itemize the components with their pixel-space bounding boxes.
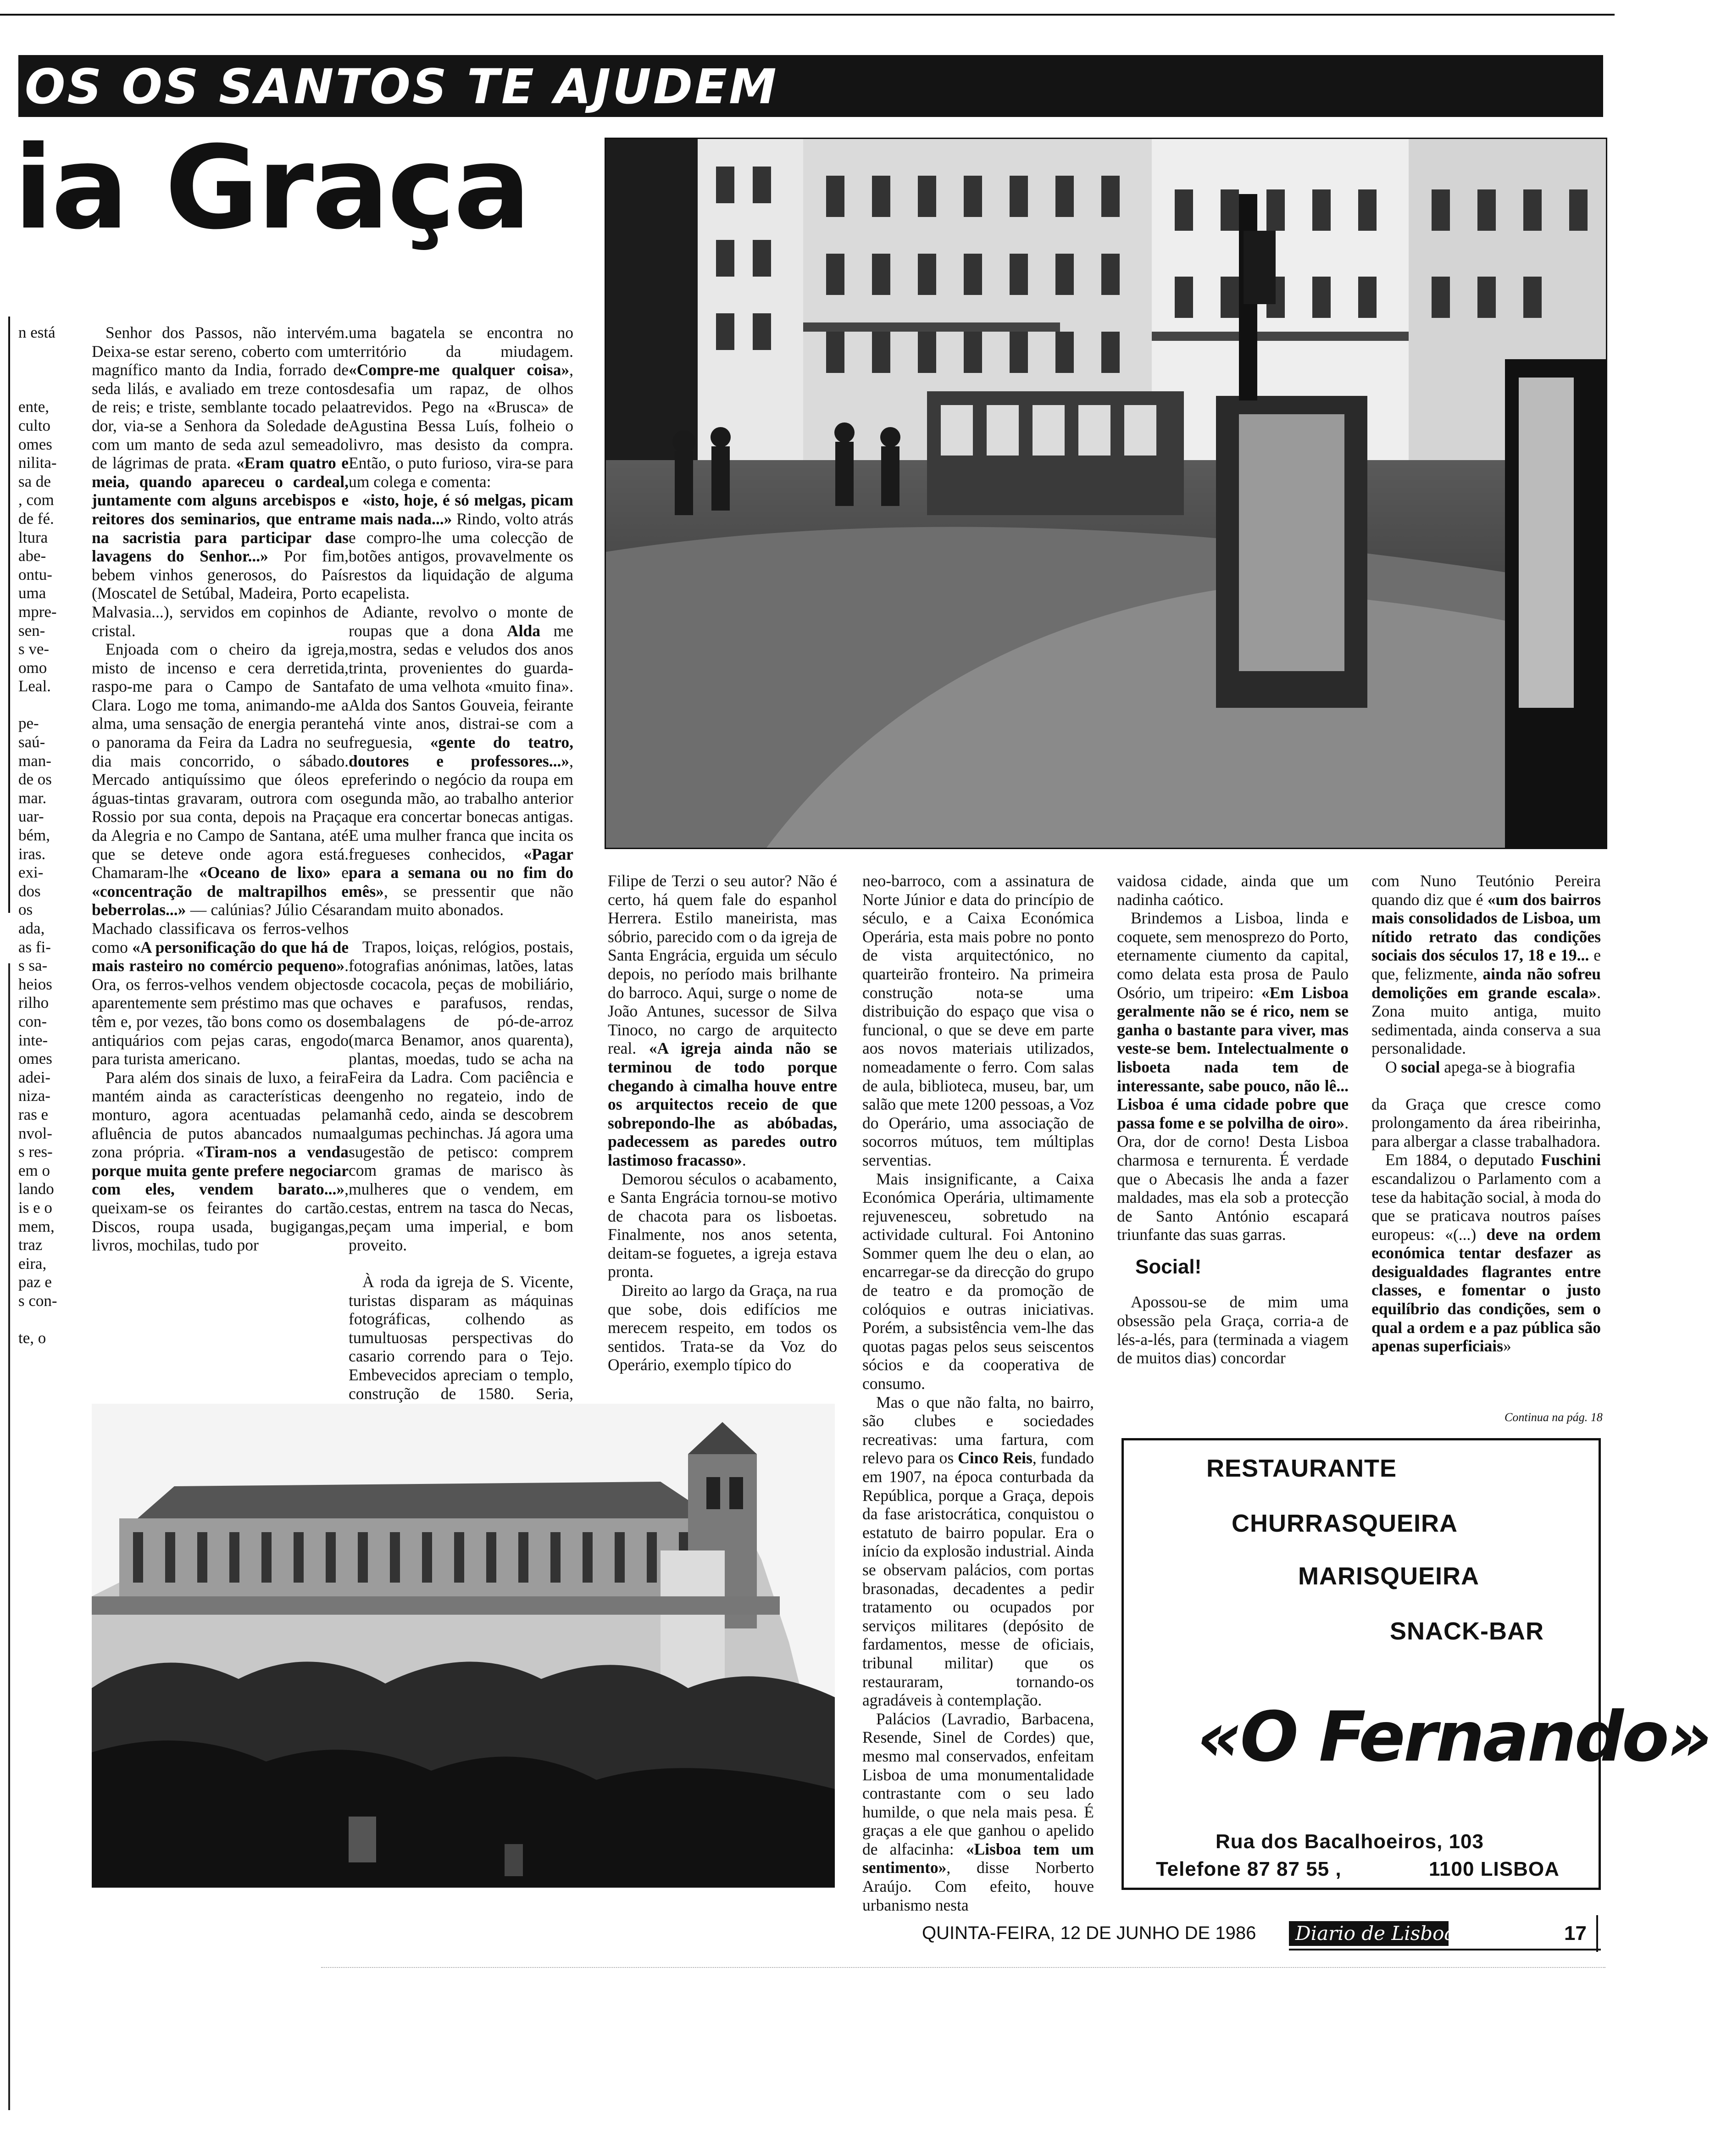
cut-off-line: s ve-: [18, 640, 50, 658]
cut-off-line: mar.: [18, 789, 47, 807]
paragraph: Palácios (Lavradio, Barbacena, Resende, Sinel de Cordes) que, mesmo mal conservados, enfeitam Lisboa de uma monumentalidade contrastante com o seu lado humilde, o que nela mais pesa. É graças a ele que ganhou o apelido de alfacinha: «Lisboa tem um sentimento», disse Norberto Araújo. Com efeito, houve urbanismo nesta: [862, 1709, 1094, 1914]
paragraph: Trapos, loiças, relógios, postais, fotografias anónimas, latões, latas de cocacola, peças de mobiliário, chaves e parafusos, rendas, embalagens de pó-de-arroz (marca Benamor, anos quarenta), plantas, moedas, tudo se acha na Feira da Ladra. Com paciência e engenho no regateio, indo de manhã cedo, ainda se descobrem algumas pechinchas. Já agora uma sugestão de petisco: comprem com gramas de marisco às mulheres que o vendem, em cestas, entrem na tasca do Necas, peçam uma imperial, e bom proveito.: [349, 938, 573, 1254]
cut-off-line: s con-: [18, 1291, 57, 1310]
cut-off-line: [18, 361, 67, 379]
section-banner: [18, 55, 1603, 117]
article-column-3: [608, 872, 837, 1374]
cut-off-column: [18, 323, 67, 1347]
paragraph: Filipe de Terzi o seu autor? Não é certo, há quem fale do espanhol Herrera. Estilo maneirista, mas sóbrio, parecido com o da igreja de Santa Engrácia, erguida um século depois, no período mais brilhante do barroco. Aqui, surge o nome de João Antunes, sucessor de Silva Tinoco, no cargo de arquitecto real. «A igreja ainda não se terminou de todo porque chegando à cimalha houve entre os arquitectos receio de que sobrepondo-lhe as abóbadas, padecessem as paredes outro lastimoso fracasso».: [608, 872, 838, 1169]
cut-off-line: adei-: [18, 1068, 50, 1086]
ad-line-restaurante: RESTAURANTE: [1206, 1455, 1397, 1482]
paragraph: Senhor dos Passos, não intervém. Deixa-se estar sereno, coberto com um magnífico manto da India, forrado de seda lilás, e avaliado em treze contos de reis; e triste, semblante tocado pela dor, via-se a Senhora da Soledade de com um manto de seda azul semeado de lágrimas de prata. «Eram quatro e meia, quando apareceu o cardeal, juntamente com alguns arcebispos e reitores dos seminarios, que entram na sacristia para participar das lavagens do Senhor...» Por fim, bebem vinhos generosos, do País (Moscatel de Setúbal, Madeira, Porto e Malvasia...), servidos em copinhos de cristal.: [92, 323, 349, 640]
footer-rule: [1289, 1949, 1601, 1950]
cut-off-line: ras e: [18, 1105, 49, 1123]
cut-off-line: niza-: [18, 1087, 50, 1105]
cut-off-line: traz: [18, 1236, 43, 1254]
paragraph: Mais insignificante, a Caixa Económica Operária, ultimamente rejuvenesceu, sobretudo na actividade cultural. Foi Antonino Sommer quem lhe deu o elan, ao encarregar-se da direcção do grupo de teatro e da promoção de colóquios e outras iniciativas. Porém, a subsistência vem-lhe das quotas pagas pelos seus seiscentos sócios e da cooperativa de consumo.: [862, 1169, 1094, 1393]
paragraph: uma bagatela se encontra no território da miudagem. «Compre-me qualquer coisa», desafia um rapaz, de olhos atrevidos. Pego na «Brusca» de Agustina Bessa Luís, folheio o livro, mas desisto da compra. Então, o puto furioso, vira-se para um colega e comenta:: [349, 323, 573, 491]
cut-off-line: em o: [18, 1161, 50, 1179]
cut-off-line: mem,: [18, 1217, 55, 1235]
paragraph: «isto, hoje, é só melgas, picam e mais nada...» Rindo, volto atrás e compro-lhe uma colecção de botões antigos, provavelmente os restos da liquidação de alguma capelista.: [349, 491, 574, 603]
cut-off-line: pe-: [18, 714, 39, 733]
cut-off-line: [18, 696, 67, 715]
ad-phone: Telefone 87 87 55 ,: [1156, 1858, 1342, 1880]
cut-off-line: paz e: [18, 1273, 52, 1291]
paragraph: Direito ao largo da Graça, na rua que sobe, dois edifícios me merecem respeito, em todos os sentidos. Trata-se da Voz do Operário, exemplo típico do: [608, 1281, 837, 1374]
cut-off-line: rilho: [18, 994, 49, 1012]
cut-off-line: ada,: [18, 919, 45, 937]
cut-off-line: nvol-: [18, 1124, 52, 1142]
cut-off-line: saú-: [18, 733, 45, 751]
cut-off-line: [18, 1310, 67, 1329]
cut-off-line: con-: [18, 1012, 47, 1030]
paragraph: Em 1884, o deputado Fuschini escandalizou o Parlamento com a tese da habitação social, à moda do que se praticava noutros países europeus: «(...) deve na ordem económica tentar desfazer as desigualdades flagrantes entre classes, e fomentar o justo equilíbrio das condições, sem o qual a ordem e a paz pública são apenas superficiais»: [1371, 1150, 1601, 1356]
cut-off-line: exi-: [18, 863, 44, 882]
cut-off-line: omes: [18, 1050, 52, 1068]
paragraph: À roda da igreja de S. Vicente, turistas disparam as máquinas fotográficas, colhendo as tumultuosas perspectivas do casario correndo para o Tejo. Embevecidos apreciam o templo, construção de 1580. Seria,: [349, 1272, 573, 1403]
cut-off-line: omo: [18, 658, 47, 677]
church-photo-drawing: [92, 1404, 835, 1888]
cut-off-line: culto: [18, 416, 50, 434]
church-photo: [92, 1404, 835, 1888]
cut-off-line: uma: [18, 584, 46, 602]
cut-off-line: bém,: [18, 826, 50, 845]
cut-off-line: s sa-: [18, 956, 48, 975]
paragraph: Enjoada com o cheiro da igreja, misto de incenso e cera derretida, raspo-me para o Campo de Santa Clara. Logo me toma, animando-me a alma, uma sensação de energia perante o panorama da Feira da Ladra no seu dia mais concorrido, o sábado. Mercado antiquíssimo que óleos e águas-tintas gravaram, outrora com o Rossio por sua conta, depois na Praça da Alegria e no Campo de Santana, até que se deteve onde agora está. Chamaram-lhe «Oceano de lixo» e «concentração de maltrapilhos e beberrolas...» — calúnias? Júlio César Machado classificava os ferros-velhos como «A personificação do que há de mais rasteiro no comércio pequeno». Ora, os ferros-velhos vendem objectos aparentemente sem préstimo mas que o têm e, por vezes, tão bons como os dos antiquários com pejas caras, engodo para turista americano.: [92, 640, 349, 1068]
cut-off-line: iras.: [18, 845, 46, 863]
article-column-4: [862, 872, 1094, 1914]
cut-off-line: nilita-: [18, 454, 57, 472]
paragraph: neo-barroco, com a assinatura de Norte Júnior e data do princípio de século, e a Caixa Económica Operária, esta mais pobre no ponto de vista arquitectónico, no quarteirão fronteiro. Na primeira construção nota-se uma distribuição do espaço que visa o funcional, o que se deve em parte aos novos materiais utilizados, nomeadamente o ferro. Com salas de aula, biblioteca, museu, bar, um salão que mete 1200 pessoas, a Voz do Operário, uma associação de socorros mútuos, tem múltiplas serventias.: [862, 872, 1094, 1169]
cut-off-line: dos: [18, 882, 41, 900]
left-margin-rule: [8, 317, 10, 913]
article-column-2: [349, 323, 573, 1422]
paragraph: Mas o que não falta, no bairro, são clubes e sociedades recreativas: uma fartura, com relevo para os Cinco Reis, fundado em 1907, na época conturbada da República, porque a Graça, depois da fase aristocrática, conquistou o estatuto de bairro popular. Era o início da explosão industrial. Ainda se observam palácios, com portas brasonadas, decadentes a pedir tratamento ou ocupados por serviços militares (depósito de fardamentos, messe de oficiais, tribunal militar) que os restauraram, tornando-os agradáveis à contemplação.: [862, 1393, 1094, 1710]
ad-brand: «O Fernando»: [1197, 1697, 1710, 1777]
ad-line-snack-bar: SNACK-BAR: [1390, 1617, 1544, 1645]
paragraph: da Graça que cresce como prolongamento da área ribeirinha, para albergar a classe trabalhadora.: [1371, 1095, 1601, 1150]
article-column-6: [1371, 872, 1601, 1356]
cut-off-line: de os: [18, 770, 52, 789]
article-column-1: [92, 323, 349, 1255]
cut-off-line: ente,: [18, 398, 50, 416]
ad-city: 1100 LISBOA: [1429, 1858, 1560, 1880]
street-tram-photo-drawing: [606, 139, 1606, 848]
cut-off-line: [18, 379, 67, 398]
footer-rule-right: [1596, 1915, 1598, 1952]
bottom-dotted-rule: [321, 1967, 1605, 1968]
cut-off-line: omes: [18, 435, 52, 453]
cut-off-line: de fé.: [18, 509, 54, 528]
cut-off-line: lando: [18, 1180, 54, 1198]
cut-off-line: ltura: [18, 528, 48, 546]
cut-off-line: inte-: [18, 1031, 48, 1049]
cut-off-line: heios: [18, 975, 52, 993]
cut-off-line: sa de: [18, 472, 51, 490]
ad-address: Rua dos Bacalhoeiros, 103: [1216, 1830, 1484, 1853]
cut-off-line: mpre-: [18, 602, 57, 621]
paragraph: vaidosa cidade, ainda que um nadinha caótico.: [1117, 872, 1349, 909]
page-title: ia Graça: [14, 121, 529, 255]
page-number: 17: [1564, 1922, 1587, 1945]
paragraph: Brindemos a Lisboa, linda e coquete, sem menosprezo do Porto, eternamente ciumento da capital, como delata esta prosa de Paulo Osório, um tripeiro: «Em Lisboa geralmente não se é rico, nem se ganha o bastante para viver, mas veste-se bem. Intelectualmente o lisboeta nada tem de interessante, sabe pouco, não lê... Lisboa é uma cidade pobre que passa fome e se polvilha de oiro». Ora, dor de corno! Desta Lisboa charmosa e ternurenta. É verdade que o Abecasis lhe anda a fazer maldades, mas ela sob a protecção de Santo António escapará triunfante das suas garras.: [1117, 909, 1349, 1244]
top-rule: [0, 14, 1615, 16]
cut-off-line: , com: [18, 491, 54, 509]
ad-line-marisqueira: MARISQUEIRA: [1298, 1562, 1480, 1590]
paragraph: Para além dos sinais de luxo, a feira mantém ainda as características de monturo, agora acentuadas pela afluência de putos abancados numa zona própria. «Tiram-nos a venda porque muita gente prefere negociar com eles, vendem barato...», queixam-se os feirantes do cartão. Discos, roupa usada, bugigangas, livros, mochilas, tudo por: [92, 1068, 349, 1255]
paragraph: O social apega-se à biografia: [1385, 1057, 1576, 1076]
restaurant-advertisement: [1121, 1438, 1710, 1890]
subheading: Social!: [1135, 1255, 1202, 1278]
cut-off-line: sen-: [18, 621, 45, 639]
cut-off-line: is e o: [18, 1198, 52, 1217]
cut-off-line: s res-: [18, 1143, 53, 1161]
cut-off-line: as fi-: [18, 938, 51, 956]
cut-off-line: [18, 342, 67, 361]
cut-off-line: te, o: [18, 1329, 46, 1347]
section-banner-text: OS OS SANTOS TE AJUDEM: [25, 59, 778, 115]
cut-off-line: ontu-: [18, 565, 52, 583]
article-column-5: [1117, 872, 1349, 1367]
footer-date: QUINTA-FEIRA, 12 DE JUNHO DE 1986: [922, 1923, 1256, 1943]
ad-line-churrasqueira: CHURRASQUEIRA: [1232, 1510, 1458, 1537]
paragraph: Apossou-se de mim uma obsessão pela Graça, corria-a de lés-a-lés, para (terminada a viagem de muitos dias) concordar: [1117, 1293, 1349, 1367]
cut-off-line: n está: [18, 323, 56, 341]
cut-off-line: Leal.: [18, 677, 51, 695]
cut-off-line: abe-: [18, 547, 46, 565]
cut-off-line: eira,: [18, 1254, 47, 1272]
cut-off-line: man-: [18, 751, 51, 770]
footer-masthead: Diario de Lisboa: [1289, 1921, 1449, 1946]
continued-note: Continua na pág. 18: [1505, 1411, 1603, 1424]
paragraph: com Nuno Teutónio Pereira quando diz que é «um dos bairros mais consolidados de Lisboa, um nítido retrato das condições sociais dos séculos 17, 18 e 19... e que, felizmente, ainda não sofreu demolições em grande escala». Zona muito antiga, muito sedimentada, ainda conserva a sua personalidade.: [1371, 872, 1601, 1058]
left-margin-rule-lower: [8, 963, 10, 2110]
cut-off-line: uar-: [18, 807, 44, 826]
paragraph: Demorou séculos o acabamento, e Santa Engrácia tornou-se motivo de chacota para os lisboetas. Finalmente, nos anos setenta, deitam-se foguetes, a igreja estava pronta.: [608, 1169, 837, 1281]
paragraph: Adiante, revolvo o monte de roupas que a dona Alda me mostra, sedas e veludos dos anos trinta, provenientes do guarda-fato de uma velhota «muito fina». Alda dos Santos Gouveia, feirante há vinte anos, distrai-se com a freguesia, «gente do teatro, doutores e professores...», preferindo o negócio da roupa em segunda mão, ao trabalho anterior que era concertar bonecas antigas. E uma mulher franca que incita os fregueses conhecidos, «Pagar para a semana ou no fim do mês», se pressentir que não andam muito abonados.: [349, 602, 573, 919]
street-tram-photo: [605, 138, 1607, 849]
cut-off-line: os: [18, 900, 33, 919]
